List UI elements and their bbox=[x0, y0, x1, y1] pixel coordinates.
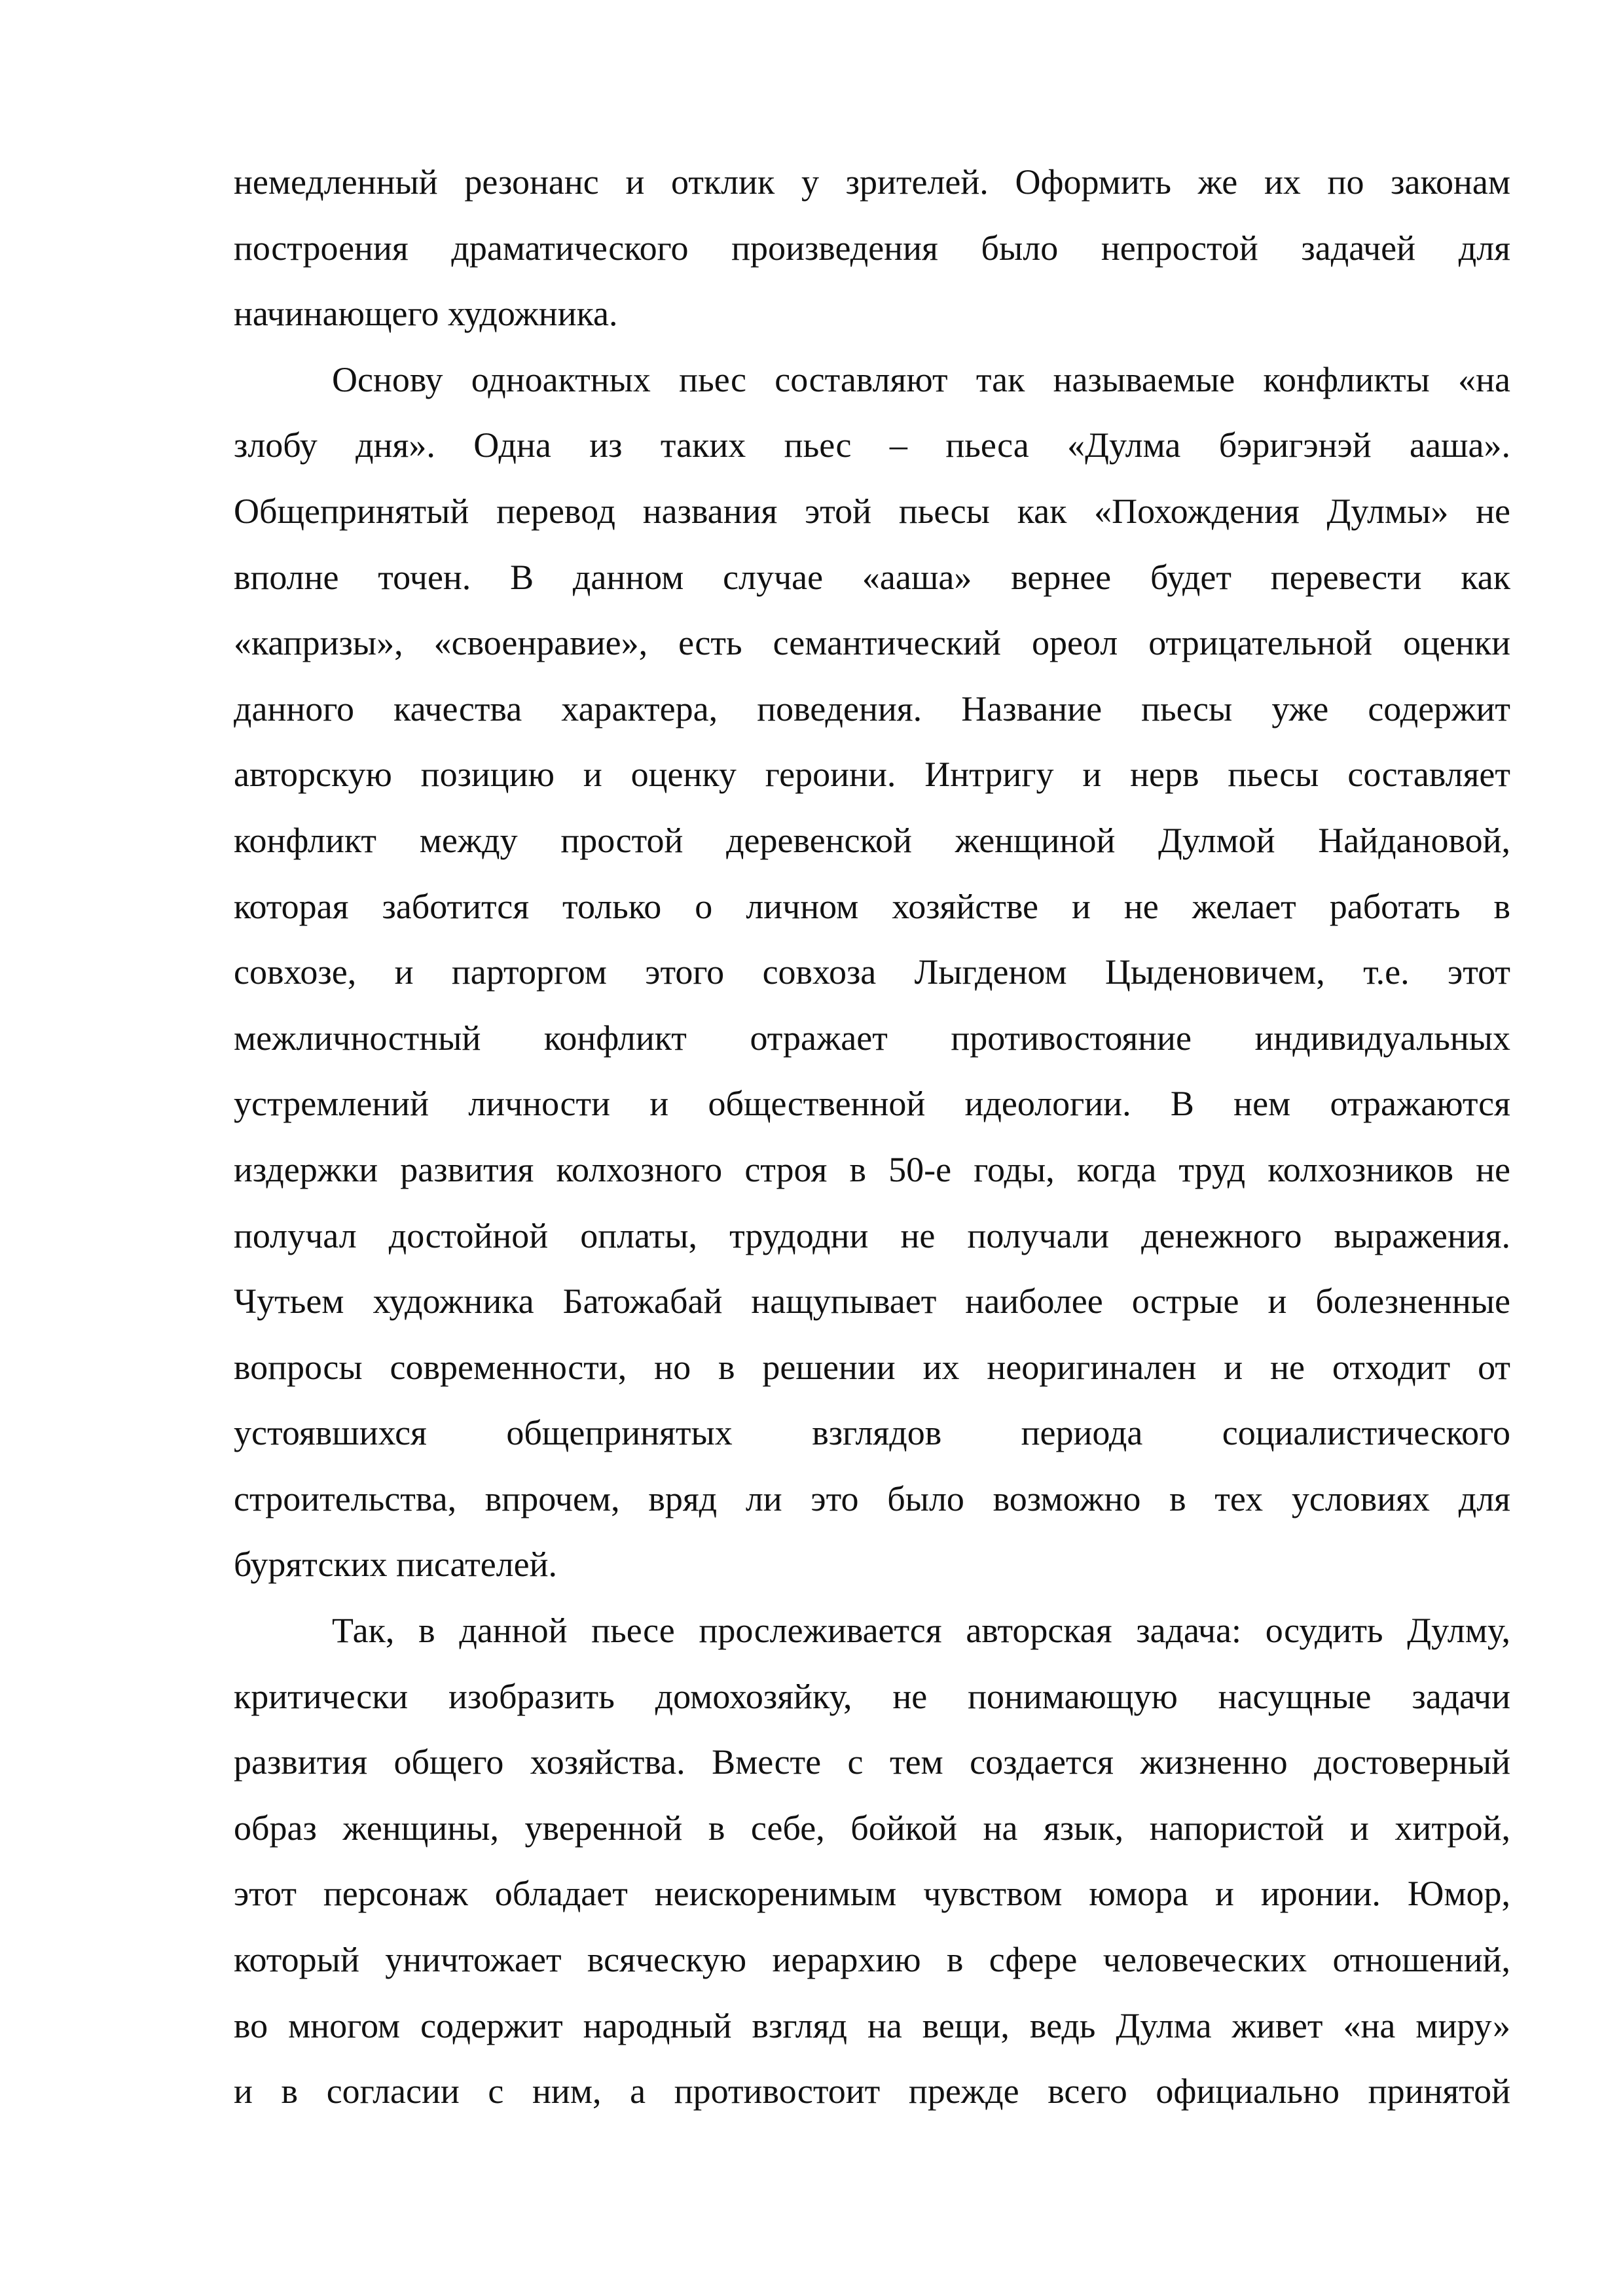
paragraph-line: Так, в данной пьесе прослеживается авторская задача: осудить Дулму, bbox=[332, 1611, 1510, 1651]
paragraph-line: и в согласии с ним, а противостоит прежде всего официально принятой bbox=[234, 2072, 1510, 2111]
paragraph-line: построения драматического произведения было непростой задачей для bbox=[234, 228, 1510, 268]
paragraph-line: который уничтожает всяческую иерархию в сфере человеческих отношений, bbox=[234, 1940, 1510, 1980]
paragraph-line: вопросы современности, но в решении их неоригинален и не отходит от bbox=[234, 1347, 1510, 1387]
paragraph-line: этот персонаж обладает неискоренимым чувством юмора и иронии. Юмор, bbox=[234, 1874, 1510, 1914]
paragraph-line: Основу одноактных пьес составляют так называемые конфликты «на bbox=[332, 359, 1510, 399]
paragraph-line: совхозе, и парторгом этого совхоза Лыгденом Цыденовичем, т.е. этот bbox=[234, 952, 1510, 992]
paragraph-line: во многом содержит народный взгляд на вещи, ведь Дулма живет «на миру» bbox=[234, 2005, 1510, 2045]
paragraph-line: устремлений личности и общественной идеологии. В нем отражаются bbox=[234, 1084, 1510, 1124]
paragraph-line: Общепринятый перевод названия этой пьесы как «Похождения Дулмы» не bbox=[234, 491, 1510, 531]
paragraph-line: образ женщины, уверенной в себе, бойкой на язык, напористой и хитрой, bbox=[234, 1808, 1510, 1848]
paragraph-line: немедленный резонанс и отклик у зрителей. Оформить же их по законам bbox=[234, 162, 1510, 202]
paragraph-line: конфликт между простой деревенской женщиной Дулмой Найдановой, bbox=[234, 820, 1510, 860]
paragraph-line: авторскую позицию и оценку героини. Интригу и нерв пьесы составляет bbox=[234, 755, 1510, 795]
paragraph-line: критически изобразить домохозяйку, не понимающую насущные задачи bbox=[234, 1676, 1510, 1716]
paragraph-line: вполне точен. В данном случае «ааша» вернее будет перевести как bbox=[234, 557, 1510, 597]
paragraph-line: данного качества характера, поведения. Название пьесы уже содержит bbox=[234, 689, 1510, 728]
paragraph-line: Чутьем художника Батожабай нащупывает наиболее острые и болезненные bbox=[234, 1282, 1510, 1321]
paragraph-line: «капризы», «своенравие», есть семантический ореол отрицательной оценки bbox=[234, 623, 1510, 663]
paragraph-line: устоявшихся общепринятых взглядов периода социалистического bbox=[234, 1413, 1510, 1453]
paragraph-line: межличностный конфликт отражает противостояние индивидуальных bbox=[234, 1018, 1510, 1058]
paragraph-line: начинающего художника. bbox=[234, 294, 618, 334]
paragraph-line: развития общего хозяйства. Вместе с тем создается жизненно достоверный bbox=[234, 1742, 1510, 1782]
paragraph-line: издержки развития колхозного строя в 50-е годы, когда труд колхозников не bbox=[234, 1149, 1510, 1189]
paragraph-line: злобу дня». Одна из таких пьес – пьеса «Дулма бэригэнэй ааша». bbox=[234, 425, 1510, 465]
document-body bbox=[234, 149, 1510, 2125]
paragraph-line: бурятских писателей. bbox=[234, 1545, 557, 1585]
paragraph-line: получал достойной оплаты, трудодни не получали денежного выражения. bbox=[234, 1215, 1510, 1255]
paragraph-line: которая заботится только о личном хозяйстве и не желает работать в bbox=[234, 886, 1510, 926]
paragraph-line: строительства, впрочем, вряд ли это было возможно в тех условиях для bbox=[234, 1479, 1510, 1518]
